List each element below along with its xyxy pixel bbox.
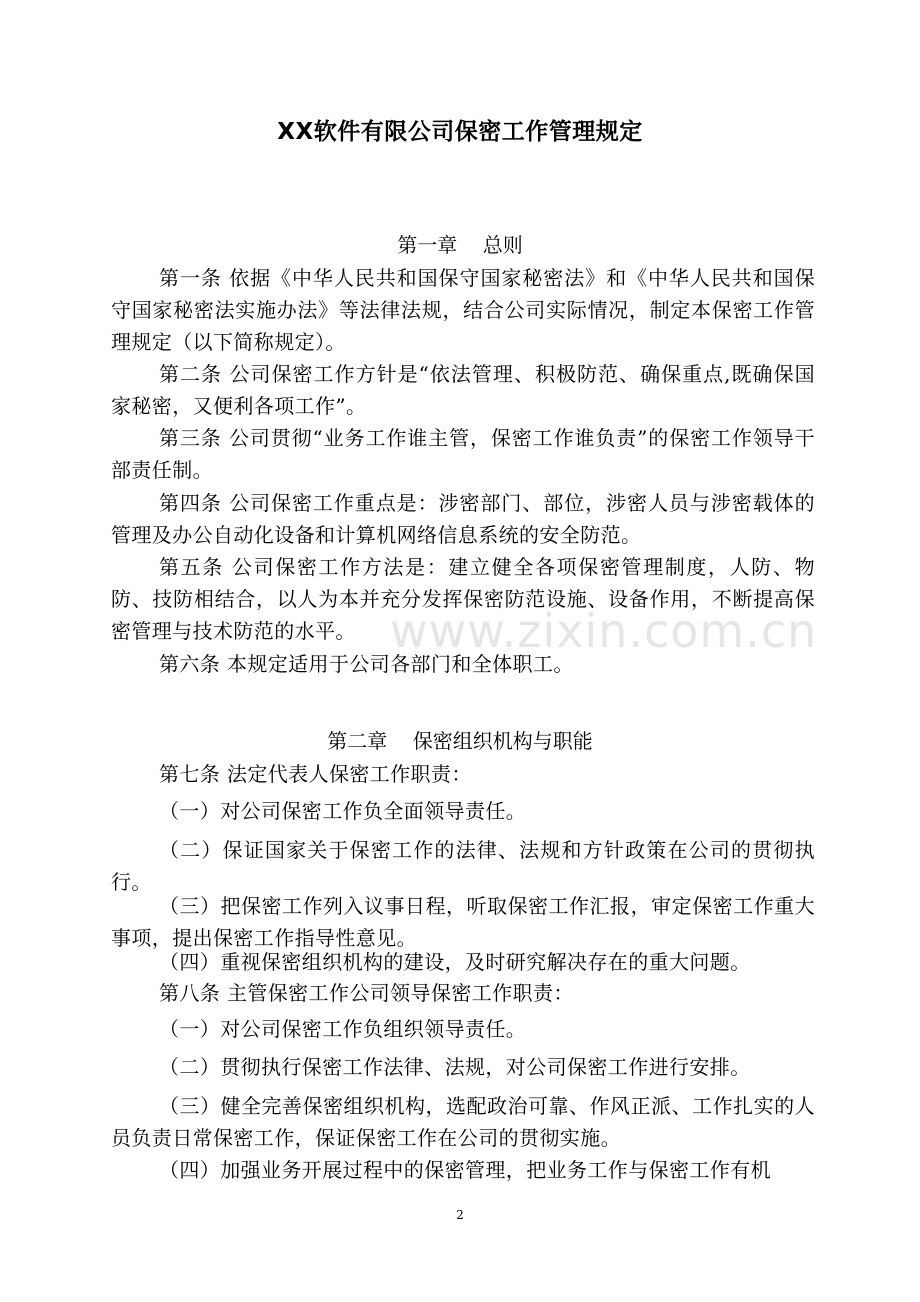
- article-7-item-2: （二）保证国家关于保密工作的法律、法规和方针政策在公司的贯彻执行。: [111, 838, 815, 894]
- article-7-item-1: （一）对公司保密工作负全面领导责任。: [159, 799, 527, 823]
- article-8: 第八条 主管保密工作公司领导保密工作职责：: [159, 981, 574, 1005]
- article-2: 第二条 公司保密工作方针是“依法管理、积极防范、确保重点,既确保国家秘密，又便利各项工作”。: [111, 362, 815, 418]
- article-8-item-3: （三）健全完善保密组织机构，选配政治可靠、作风正派、工作扎实的人员负责日常保密工作，保证保密工作在公司的贯彻实施。: [111, 1094, 815, 1150]
- page-number: 2: [456, 1208, 464, 1222]
- article-7-item-3: （三）把保密工作列入议事日程，听取保密工作汇报，审定保密工作重大事项，提出保密工作指导性意见。: [111, 894, 815, 950]
- article-8-item-1: （一）对公司保密工作负组织领导责任。: [159, 1017, 527, 1041]
- chapter-1-heading: 第一章 总则: [397, 233, 523, 257]
- article-4: 第四条 公司保密工作重点是：涉密部门、部位，涉密人员与涉密载体的管理及办公自动化设备和计算机网络信息系统的安全防范。: [111, 491, 815, 547]
- article-8-item-4: （四）加强业务开展过程中的保密管理，把业务工作与保密工作有机: [159, 1158, 771, 1182]
- document-title: XX软件有限公司保密工作管理规定: [277, 119, 643, 145]
- article-7-item-4: （四）重视保密组织机构的建设，及时研究解决存在的重大问题。: [159, 950, 751, 974]
- article-6: 第六条 本规定适用于公司各部门和全体职工。: [159, 652, 574, 676]
- article-1: 第一条 依据《中华人民共和国保守国家秘密法》和《中华人民共和国保守国家秘密法实施办法》等法律法规，结合公司实际情况，制定本保密工作管理规定（以下简称规定）。: [111, 266, 815, 354]
- chapter-2-heading: 第二章 保密组织机构与职能: [327, 729, 593, 753]
- article-7: 第七条 法定代表人保密工作职责：: [159, 762, 472, 786]
- article-3: 第三条 公司贯彻“业务工作谁主管，保密工作谁负责”的保密工作领导干部责任制。: [111, 426, 815, 482]
- article-8-item-2: （二）贯彻执行保密工作法律、法规，对公司保密工作进行安排。: [159, 1055, 751, 1079]
- article-5: 第五条 公司保密工作方法是：建立健全各项保密管理制度，人防、物防、技防相结合，以人为本并充分发挥保密防范设施、设备作用，不断提高保密管理与技术防范的水平。: [111, 555, 815, 643]
- watermark: www.zixin.com.cn: [390, 604, 818, 658]
